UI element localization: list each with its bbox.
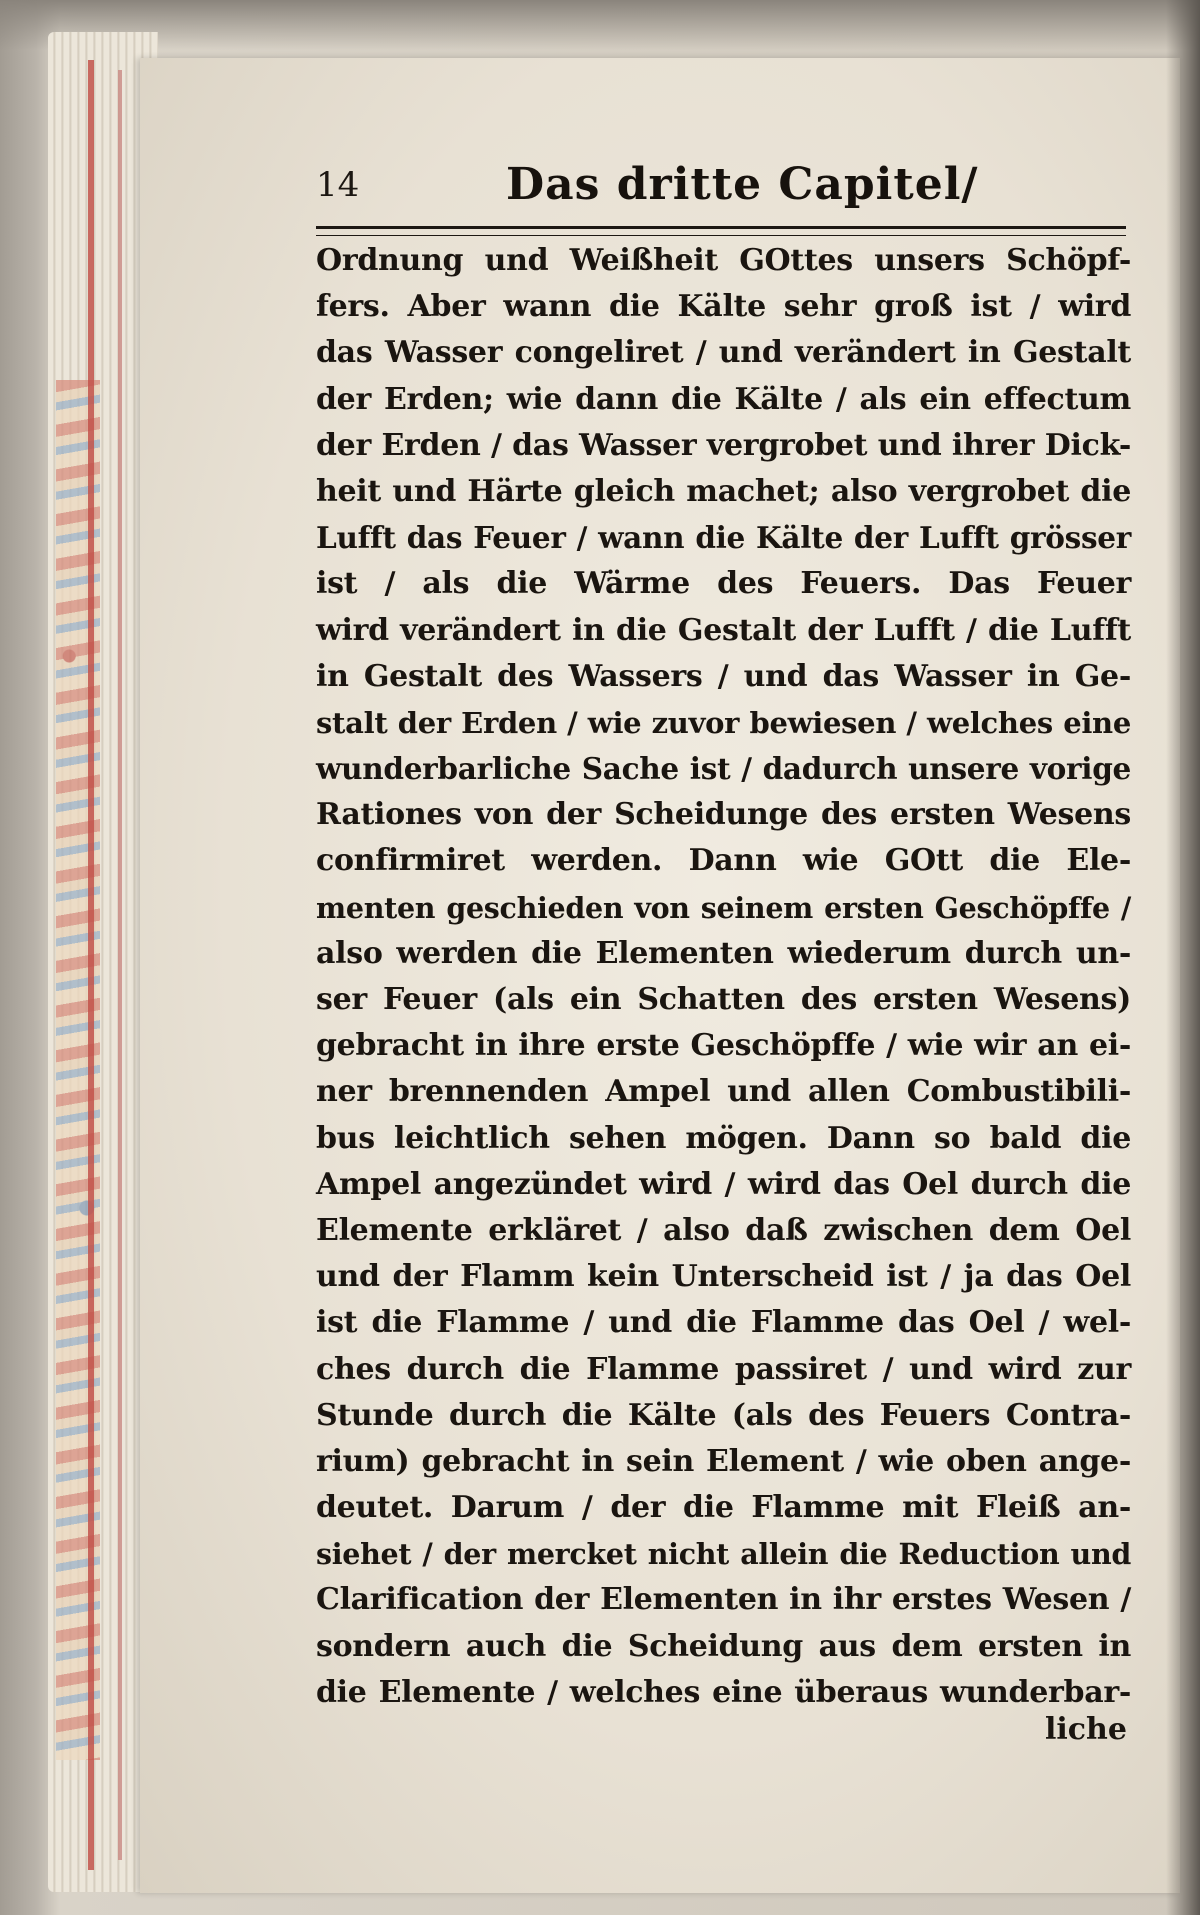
- text-line: die Elemente / welches eine überaus wunderbar-: [316, 1674, 1131, 1710]
- text-line: ist die Flamme / und die Flamme das Oel / wel-: [316, 1305, 1131, 1341]
- text-line: Elemente erkläret / also daß zwischen dem Oel: [316, 1212, 1131, 1248]
- text-line: in Gestalt des Wassers / und das Wasser in Ge-: [316, 658, 1131, 694]
- text-line: das Wasser congeliret / und verändert in Gestalt: [316, 335, 1131, 371]
- text-line: ist / als die Wärme des Feuers. Das Feuer: [316, 566, 1131, 602]
- text-line: und der Flamm kein Unterscheid ist / ja das Oel: [316, 1259, 1131, 1295]
- text-line: wunderbarliche Sache ist / dadurch unsere vorige: [316, 751, 1131, 787]
- red-edge-stain: [88, 60, 94, 1870]
- text-line: sondern auch die Scheidung aus dem ersten in: [316, 1628, 1131, 1664]
- text-line: siehet / der mercket nicht allein die Reduction und: [316, 1537, 1131, 1572]
- top-shadow: [0, 0, 1200, 50]
- page-header: [316, 159, 1126, 225]
- text-line: stalt der Erden / wie zuvor bewiesen / welches eine: [316, 705, 1131, 740]
- text-line: der Erden; wie dann die Kälte / als ein effectum: [316, 381, 1131, 417]
- text-line: Ordnung und Weißheit GOttes unsers Schöpf-: [316, 243, 1131, 278]
- text-line: gebracht in ihre erste Geschöpffe / wie wir an ei-: [316, 1028, 1131, 1064]
- body-text: [316, 238, 1131, 1716]
- text-line: deutet. Darum / der die Flamme mit Fleiß an-: [316, 1490, 1131, 1526]
- running-head: Das dritte Capitel/: [506, 159, 979, 210]
- text-line: ches durch die Flamme passiret / und wird zur: [316, 1351, 1131, 1387]
- text-line: heit und Härte gleich machet; also vergrobet die: [316, 473, 1131, 509]
- text-line: ser Feuer (als ein Schatten des ersten Wesens): [316, 982, 1131, 1017]
- text-line: rium) gebracht in sein Element / wie oben ange-: [316, 1443, 1131, 1479]
- text-line: Clarification der Elementen in ihr erstes Wesen /: [316, 1582, 1131, 1618]
- text-line: bus leichtlich sehen mögen. Dann so bald die: [316, 1120, 1131, 1156]
- right-shadow: [1166, 0, 1200, 1915]
- text-line: confirmiret werden. Dann wie GOtt die Ele-: [316, 843, 1131, 879]
- red-edge-stain-inner: [118, 70, 122, 1860]
- text-line: Lufft das Feuer / wann die Kälte der Lufft grösser: [316, 520, 1131, 556]
- text-line: wird verändert in die Gestalt der Lufft / die Lufft: [316, 612, 1131, 648]
- page-number: 14: [316, 165, 360, 205]
- text-line: Stunde durch die Kälte (als des Feuers Contra-: [316, 1397, 1131, 1433]
- text-line: Rationes von der Scheidunge des ersten Wesens: [316, 797, 1131, 833]
- text-line: Ampel angezündet wird / wird das Oel durch die: [316, 1166, 1131, 1202]
- text-line: menten geschieden von seinem ersten Geschöpffe /: [316, 890, 1131, 925]
- header-rule: [316, 226, 1126, 236]
- text-line: ner brennenden Ampel und allen Combustibili-: [316, 1074, 1131, 1110]
- text-line: fers. Aber wann die Kälte sehr groß ist / wird: [316, 289, 1131, 325]
- text-line: der Erden / das Wasser vergrobet und ihrer Dick-: [316, 427, 1131, 463]
- catchword: liche: [1045, 1712, 1127, 1747]
- text-line: also werden die Elementen wiederum durch un-: [316, 935, 1131, 971]
